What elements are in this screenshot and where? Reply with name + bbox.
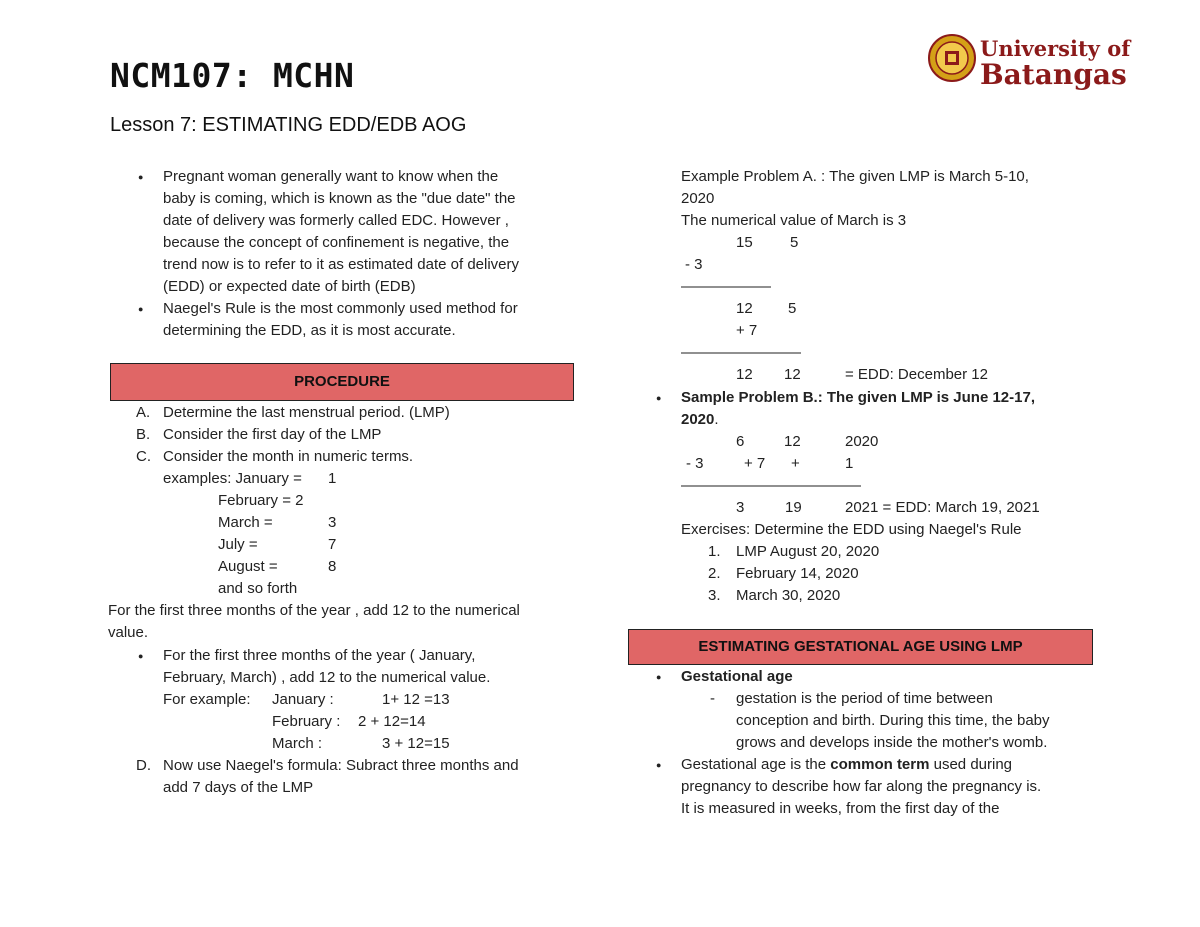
example-a-title: 2020 (681, 190, 715, 207)
course-title: NCM107: MCHN (110, 56, 355, 95)
examples-label: examples: January = (163, 470, 302, 487)
calc-cell: 15 (736, 234, 753, 251)
calc-cell: 19 (785, 499, 802, 516)
calc-cell: - 3 (686, 455, 704, 472)
first-three-para: For the first three months of the year , add 12 to the numerical (108, 602, 520, 619)
month-name: March = (218, 514, 273, 531)
month-value: 7 (328, 536, 337, 553)
calc-result: 2021 = EDD: March 19, 2021 (845, 499, 1040, 516)
calc-cell: 3 (736, 499, 745, 516)
month-name: February = 2 (218, 492, 304, 509)
intro-bullet-1-line: Pregnant woman generally want to know when the (163, 168, 499, 185)
procedure-header: PROCEDURE (110, 363, 574, 401)
first-three-bullet: For the first three months of the year ( January, (163, 647, 476, 664)
ga-bullet2-line: It is measured in weeks, from the first day of the (681, 800, 1000, 817)
step-d-text: add 7 days of the LMP (163, 779, 314, 796)
ga-bullet2-line: pregnancy to describe how far along the pregnancy is. (681, 778, 1042, 795)
add-month: January : (272, 691, 334, 708)
intro-bullet-1-line: baby is coming, which is known as the "due date" the (163, 190, 516, 207)
bullet-icon: ● (656, 672, 662, 682)
bullet-icon: ● (656, 393, 662, 403)
first-three-para: value. (108, 624, 149, 641)
add-month: February : (272, 713, 341, 730)
ga-definition: grows and develops inside the mother's womb. (736, 734, 1048, 751)
exercise-text: LMP August 20, 2020 (736, 543, 880, 560)
bullet-icon: ● (656, 760, 662, 770)
step-text: Determine the last menstrual period. (LMP) (163, 404, 450, 421)
example-a-title: Example Problem A. : The given LMP is March 5-10, (681, 168, 1029, 185)
intro-bullet-2-line: Naegel's Rule is the most commonly used method for (163, 300, 518, 317)
exercise-marker: 2. (708, 565, 721, 582)
step-marker: D. (136, 757, 151, 774)
intro-bullet-1-line: because the concept of confinement is negative, the (163, 234, 510, 251)
ga-dash: - (710, 690, 715, 707)
intro-bullet-1-line: date of delivery was formerly called EDC. However , (163, 212, 509, 229)
calc-cell: 5 (790, 234, 799, 251)
ga-definition: conception and birth. During this time, the baby (736, 712, 1050, 729)
month-name: July = (218, 536, 258, 553)
for-example-label: For example: (163, 691, 251, 708)
calc-cell: 5 (788, 300, 797, 317)
calc-cell: + (791, 455, 800, 472)
calc-cell: 12 (736, 300, 753, 317)
exercise-text: March 30, 2020 (736, 587, 841, 604)
calc-plus: + 7 (736, 322, 758, 339)
sample-b-period: . (714, 411, 719, 428)
example-a-numeric: The numerical value of March is 3 (681, 212, 907, 229)
ga-bullet2-b: used during (929, 756, 1013, 773)
add-calc: 3 + 12=15 (382, 735, 450, 752)
add-calc: 1+ 12 =13 (382, 691, 450, 708)
bullet-icon: ● (138, 304, 144, 314)
month-name: August = (218, 558, 278, 575)
calc-cell: 2020 (845, 433, 879, 450)
exercise-marker: 3. (708, 587, 721, 604)
add-calc: 2 + 12=14 (358, 713, 426, 730)
logo-line1: University of (980, 36, 1131, 61)
exercises-title: Exercises: Determine the EDD using Naegel's Rule (681, 521, 1022, 538)
sample-b-year: 2020 (681, 411, 715, 428)
calc-rule: —————— (681, 278, 771, 295)
intro-bullet-2-line: determining the EDD, as it is most accurate. (163, 322, 456, 339)
calc-cell: 6 (736, 433, 745, 450)
exercise-text: February 14, 2020 (736, 565, 859, 582)
ga-bullet2-bold: common term (830, 756, 930, 773)
calc-minus: - 3 (685, 256, 703, 273)
step-marker: B. (136, 426, 151, 443)
calc-rule: ———————————— (681, 477, 861, 494)
step-marker: C. (136, 448, 151, 465)
bullet-icon: ● (138, 651, 144, 661)
step-marker: A. (136, 404, 151, 421)
calc-cell: 12 (784, 433, 801, 450)
sample-b-title-line2 (681, 409, 719, 431)
month-name: and so forth (218, 580, 298, 597)
calc-rule: ———————— (681, 344, 801, 361)
university-seal-icon (928, 34, 976, 82)
gestational-age-header: ESTIMATING GESTATIONAL AGE USING LMP (628, 629, 1093, 665)
ga-bullet2-a: Gestational age is the (681, 756, 831, 773)
step-text: Consider the month in numeric terms. (163, 448, 414, 465)
ga-bullet-title: Gestational age (681, 668, 793, 685)
intro-bullet-1-line: (EDD) or expected date of birth (EDB) (163, 278, 416, 295)
first-three-bullet: February, March) , add 12 to the numerical value. (163, 669, 491, 686)
step-text: Consider the first day of the LMP (163, 426, 382, 443)
ga-definition: gestation is the period of time between (736, 690, 993, 707)
lesson-title: Lesson 7: ESTIMATING EDD/EDB AOG (110, 114, 467, 136)
calc-cell: 12 (736, 366, 753, 383)
intro-bullet-1-line: trend now is to refer to it as estimated date of delivery (163, 256, 520, 273)
calc-result: = EDD: December 12 (845, 366, 988, 383)
bullet-icon: ● (138, 172, 144, 182)
logo-line2: Batangas (980, 58, 1127, 91)
calc-cell: 12 (784, 366, 801, 383)
exercise-marker: 1. (708, 543, 721, 560)
month-value: 1 (328, 470, 337, 487)
month-value: 3 (328, 514, 337, 531)
add-month: March : (272, 735, 323, 752)
month-value: 8 (328, 558, 337, 575)
step-d-text: Now use Naegel's formula: Subract three months and (163, 757, 519, 774)
calc-cell: + 7 (744, 455, 766, 472)
ga-bullet2-line1 (681, 754, 1012, 776)
university-logo (928, 34, 1138, 90)
calc-cell: 1 (845, 455, 854, 472)
sample-b-title: Sample Problem B.: The given LMP is June 12-17, (681, 389, 1035, 406)
